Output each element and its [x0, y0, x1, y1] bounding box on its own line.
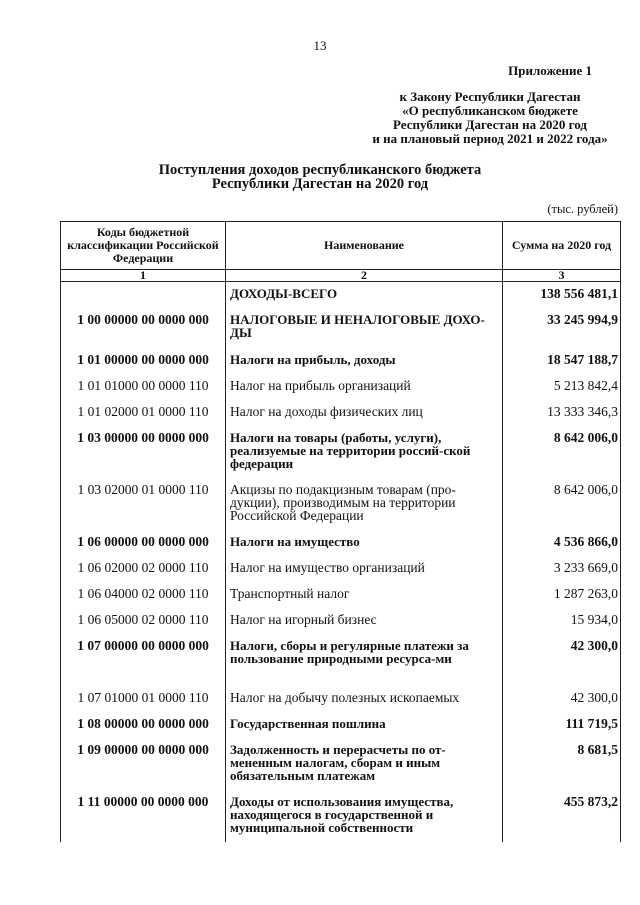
amount-cell: 3 233 669,0	[503, 556, 621, 582]
table-row	[61, 790, 621, 842]
table-row	[61, 308, 621, 348]
table-row	[61, 686, 621, 712]
appendix-basis-line: и на плановый период 2021 и 2022 года»	[372, 131, 608, 146]
units-note: (тыс. рублей)	[547, 202, 618, 216]
table-row	[61, 556, 621, 582]
revenue-table	[60, 221, 621, 842]
table-header-row	[61, 222, 621, 270]
code-cell: 1 08 00000 00 0000 000	[61, 712, 226, 738]
name-cell: НАЛОГОВЫЕ И НЕНАЛОГОВЫЕ ДОХО-ДЫ	[226, 308, 503, 348]
table-row	[61, 478, 621, 530]
appendix-title: Приложение 1	[508, 63, 592, 78]
amount-cell: 8 642 006,0	[503, 478, 621, 530]
table-row	[61, 374, 621, 400]
table-row	[61, 582, 621, 608]
amount-cell: 15 934,0	[503, 608, 621, 634]
code-cell: 1 07 00000 00 0000 000	[61, 634, 226, 686]
name-cell: Налоги на товары (работы, услуги), реализуемые на территории россий-ской федерации	[226, 426, 503, 478]
name-cell: Налог на имущество организаций	[226, 556, 503, 582]
name-cell: ДОХОДЫ-ВСЕГО	[226, 282, 503, 308]
code-cell: 1 07 01000 01 0000 110	[61, 686, 226, 712]
appendix-basis-line: Республики Дагестан на 2020 год	[393, 117, 587, 132]
table-row	[61, 608, 621, 634]
code-cell: 1 03 02000 01 0000 110	[61, 478, 226, 530]
amount-cell: 33 245 994,9	[503, 308, 621, 348]
amount-cell: 111 719,5	[503, 712, 621, 738]
name-cell: Налоги, сборы и регулярные платежи за пользование природными ресурса-ми	[226, 634, 503, 686]
name-cell: Транспортный налог	[226, 582, 503, 608]
amount-cell: 13 333 346,3	[503, 400, 621, 426]
table-row	[61, 738, 621, 790]
code-cell: 1 01 00000 00 0000 000	[61, 348, 226, 374]
table-row	[61, 530, 621, 556]
table-row	[61, 400, 621, 426]
document-title-line: Республики Дагестан на 2020 год	[211, 176, 429, 192]
name-cell: Налог на добычу полезных ископаемых	[226, 686, 503, 712]
amount-cell: 8 681,5	[503, 738, 621, 790]
name-cell: Акцизы по подакцизным товарам (про-дукции), производимым на территории Российской Федерации	[226, 478, 503, 530]
amount-cell: 455 873,2	[503, 790, 621, 842]
column-number: 3	[503, 270, 621, 282]
name-cell: Налог на прибыль организаций	[226, 374, 503, 400]
appendix-basis	[314, 90, 614, 146]
name-cell: Задолженность и перерасчеты по от-мененным налогам, сборам и иным обязательным платежам	[226, 738, 503, 790]
amount-cell: 4 536 866,0	[503, 530, 621, 556]
code-cell: 1 00 00000 00 0000 000	[61, 308, 226, 348]
appendix-block	[314, 64, 614, 146]
name-cell: Налоги на имущество	[226, 530, 503, 556]
name-cell: Доходы от использования имущества, находящегося в государственной и муниципальной собственности	[226, 790, 503, 842]
code-cell	[61, 282, 226, 308]
amount-cell: 18 547 188,7	[503, 348, 621, 374]
table-row	[61, 712, 621, 738]
code-cell: 1 06 05000 02 0000 110	[61, 608, 226, 634]
page-number: 13	[313, 38, 327, 53]
header-code: Коды бюджетной классификации Российской Федерации	[61, 222, 226, 270]
amount-cell: 138 556 481,1	[503, 282, 621, 308]
appendix-basis-line: «О республиканском бюджете	[402, 103, 578, 118]
amount-cell: 42 300,0	[503, 634, 621, 686]
table-row	[61, 282, 621, 308]
code-cell: 1 01 02000 01 0000 110	[61, 400, 226, 426]
name-cell: Налоги на прибыль, доходы	[226, 348, 503, 374]
name-cell: Налог на доходы физических лиц	[226, 400, 503, 426]
table-row	[61, 426, 621, 478]
code-cell: 1 11 00000 00 0000 000	[61, 790, 226, 842]
column-number-row	[61, 270, 621, 282]
document-title	[0, 163, 640, 191]
amount-cell: 8 642 006,0	[503, 426, 621, 478]
column-number: 2	[226, 270, 503, 282]
amount-cell: 1 287 263,0	[503, 582, 621, 608]
amount-cell: 5 213 842,4	[503, 374, 621, 400]
column-number: 1	[61, 270, 226, 282]
name-cell: Государственная пошлина	[226, 712, 503, 738]
code-cell: 1 03 00000 00 0000 000	[61, 426, 226, 478]
code-cell: 1 06 00000 00 0000 000	[61, 530, 226, 556]
amount-cell: 42 300,0	[503, 686, 621, 712]
appendix-basis-line: к Закону Республики Дагестан	[399, 89, 581, 104]
code-cell: 1 01 01000 00 0000 110	[61, 374, 226, 400]
code-cell: 1 06 02000 02 0000 110	[61, 556, 226, 582]
code-cell: 1 06 04000 02 0000 110	[61, 582, 226, 608]
name-cell: Налог на игорный бизнес	[226, 608, 503, 634]
table-row	[61, 348, 621, 374]
document-title-line: Поступления доходов республиканского бюджета	[158, 162, 482, 178]
table-row	[61, 634, 621, 686]
code-cell: 1 09 00000 00 0000 000	[61, 738, 226, 790]
header-name: Наименование	[226, 222, 503, 270]
header-amount: Сумма на 2020 год	[503, 222, 621, 270]
